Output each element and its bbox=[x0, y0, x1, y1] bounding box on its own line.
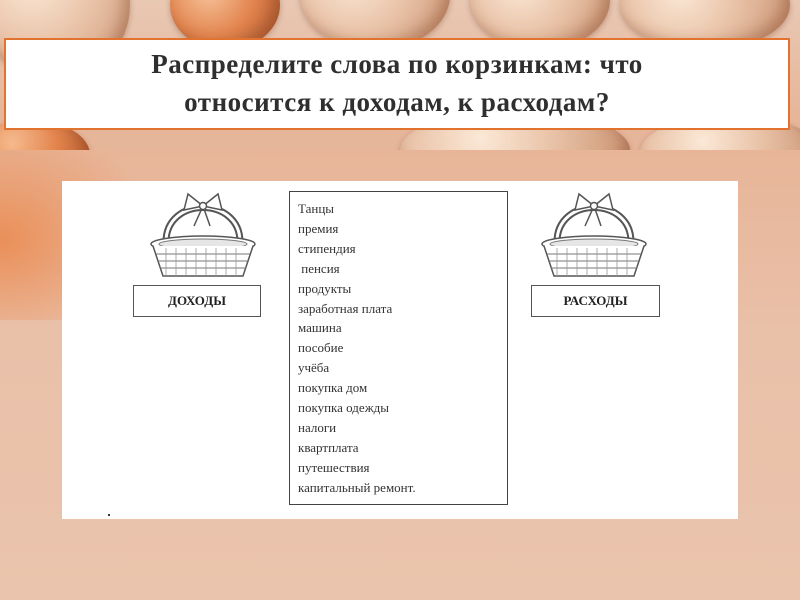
word-item[interactable]: капитальный ремонт. bbox=[298, 479, 416, 495]
word-item[interactable]: покупка одежды bbox=[298, 400, 390, 416]
basket-expenses-icon bbox=[537, 186, 651, 282]
word-item[interactable]: продукты bbox=[298, 280, 352, 296]
title-banner bbox=[4, 38, 790, 130]
word-item[interactable]: покупка дом bbox=[298, 380, 368, 396]
stray-dot bbox=[108, 514, 110, 516]
title-line-1: Распределите слова по корзинкам: что bbox=[151, 49, 643, 80]
income-label: ДОХОДЫ bbox=[133, 285, 261, 317]
word-list bbox=[298, 199, 507, 498]
title-line-2: относится к доходам, к расходам? bbox=[184, 87, 610, 117]
word-item[interactable]: машина bbox=[298, 320, 342, 336]
word-item[interactable]: Танцы bbox=[298, 201, 335, 216]
word-item[interactable]: квартплата bbox=[298, 439, 359, 455]
word-item[interactable]: путешествия bbox=[298, 459, 370, 475]
word-list-box bbox=[289, 191, 508, 505]
word-item[interactable]: пенсия bbox=[298, 260, 340, 276]
word-item[interactable]: премия bbox=[298, 220, 339, 236]
expenses-label: РАСХОДЫ bbox=[531, 285, 660, 317]
page-title bbox=[151, 46, 643, 122]
word-item[interactable]: учёба bbox=[298, 360, 330, 376]
word-item[interactable]: пособие bbox=[298, 340, 344, 356]
word-item[interactable]: заработная плата bbox=[298, 300, 393, 316]
word-item[interactable]: налоги bbox=[298, 419, 337, 435]
basket-income-icon bbox=[146, 186, 260, 282]
word-item[interactable]: стипендия bbox=[298, 240, 356, 256]
